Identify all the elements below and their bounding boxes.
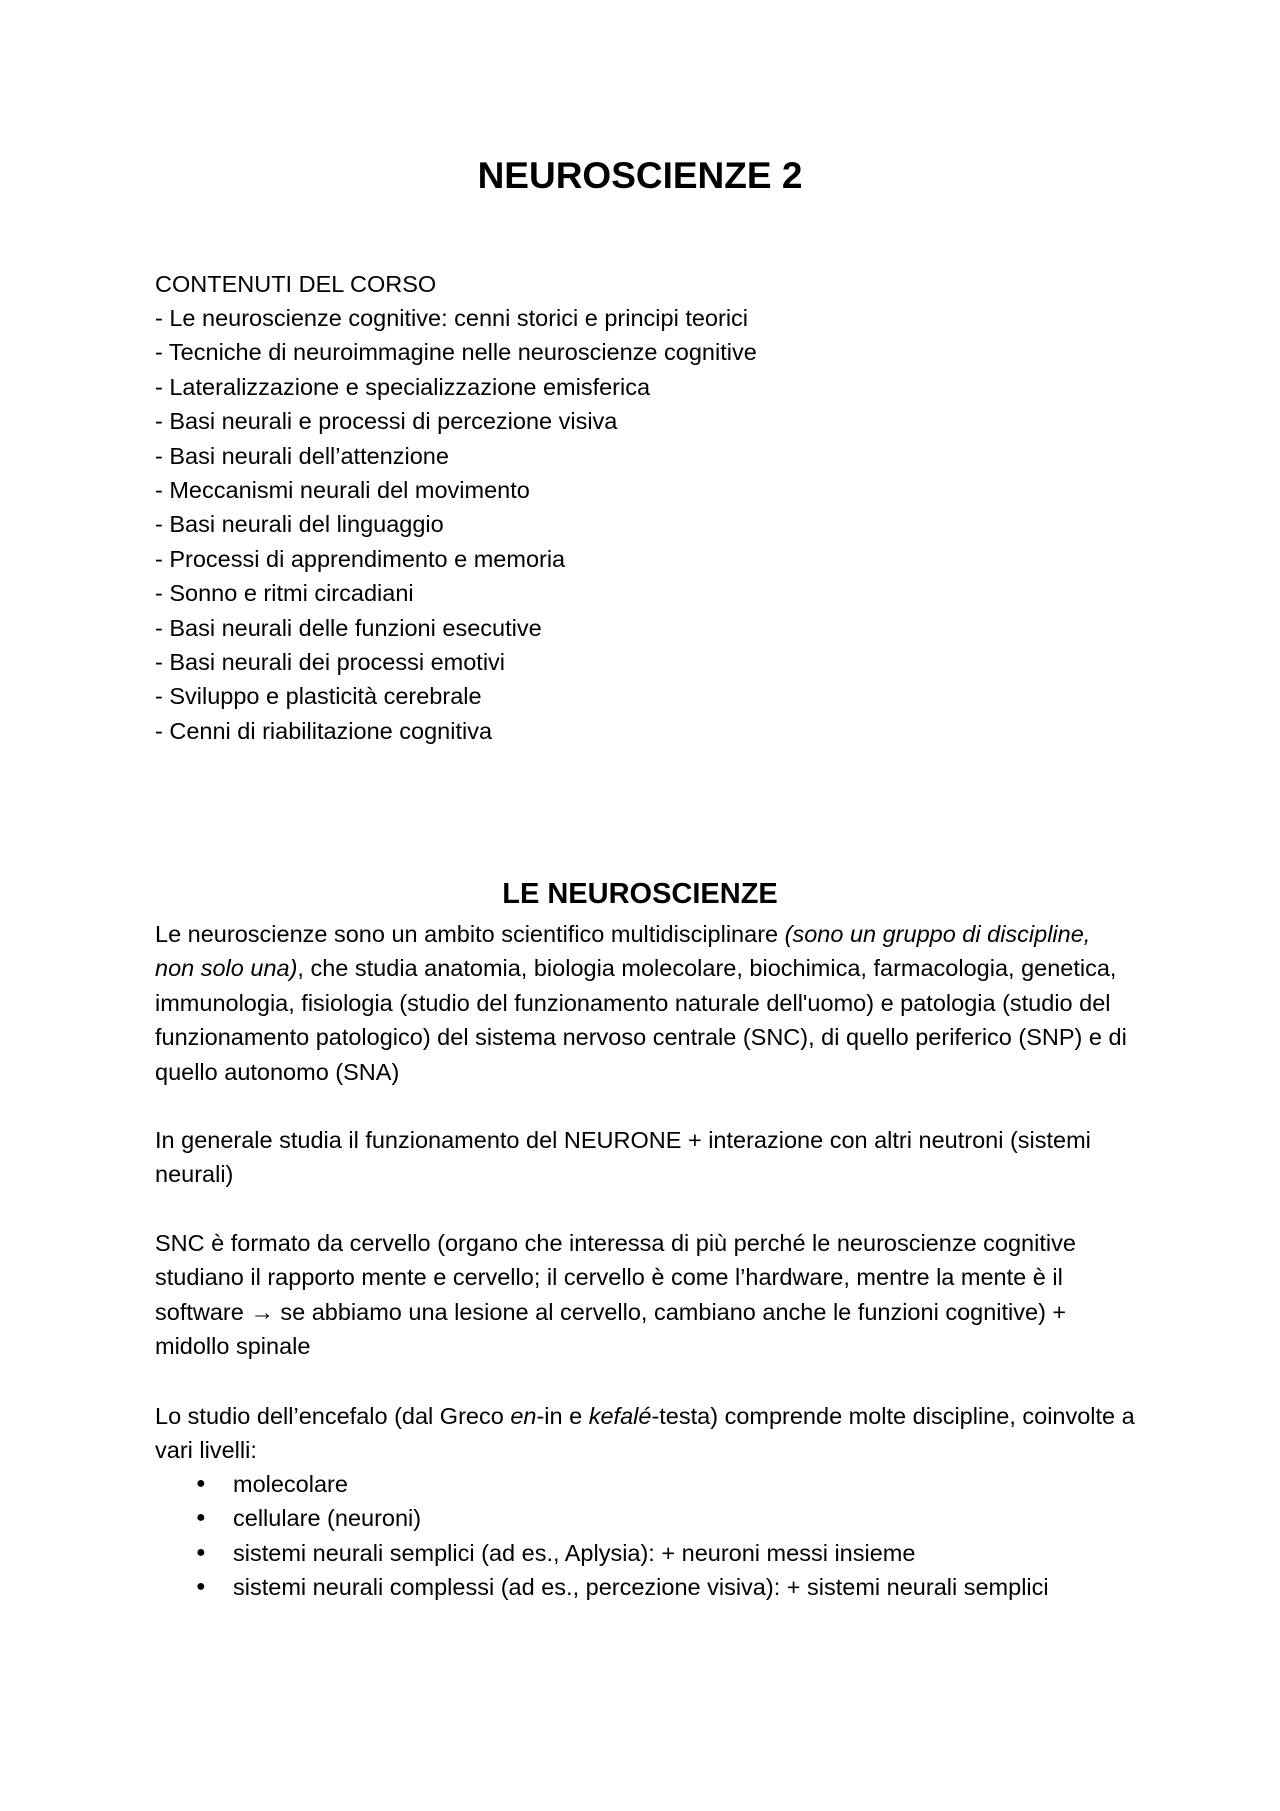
paragraph-text: -testa) comprende molte discipline, coinvolte a vari livelli: bbox=[155, 1403, 1135, 1464]
list-item: - Basi neurali del linguaggio bbox=[155, 511, 444, 538]
bullet-icon: ● bbox=[196, 1578, 206, 1596]
paragraph-encephalon bbox=[155, 1399, 1135, 1468]
paragraph-definition bbox=[155, 917, 1135, 1089]
paragraph-italic-text: (sono un gruppo di discipline, non solo una) bbox=[155, 921, 1091, 982]
list-item: - Lateralizzazione e specializzazione emisferica bbox=[155, 373, 651, 400]
list-item: - Cenni di riabilitazione cognitiva bbox=[155, 717, 493, 744]
list-item: - Tecniche di neuroimmagine nelle neuroscienze cognitive bbox=[155, 339, 757, 366]
course-contents-list bbox=[155, 301, 1135, 748]
list-item-text: sistemi neurali complessi (ad es., percezione visiva): + sistemi neurali semplici bbox=[233, 1574, 1049, 1601]
section-title: LE NEUROSCIENZE bbox=[502, 878, 778, 910]
list-item: - Processi di apprendimento e memoria bbox=[155, 545, 566, 572]
list-item: - Basi neurali dei processi emotivi bbox=[155, 649, 506, 676]
paragraph-neuron: In generale studia il funzionamento del NEURONE + interazione con altri neutroni (sistemi neurali) bbox=[155, 1127, 1091, 1188]
list-item-text: cellulare (neuroni) bbox=[233, 1505, 422, 1532]
list-item: - Basi neurali delle funzioni esecutive bbox=[155, 614, 542, 641]
list-item-text: molecolare bbox=[233, 1471, 348, 1497]
list-item bbox=[155, 1501, 1095, 1535]
bullet-icon: ● bbox=[196, 1509, 206, 1527]
paragraph-text: Lo studio dell’encefalo (dal Greco bbox=[155, 1403, 511, 1429]
document-title: NEUROSCIENZE 2 bbox=[477, 155, 803, 196]
list-item bbox=[155, 1536, 1095, 1570]
list-item: - Basi neurali dell’attenzione bbox=[155, 442, 449, 469]
list-item-text: sistemi neurali semplici (ad es., Aplysia): + neuroni messi insieme bbox=[233, 1539, 916, 1566]
paragraph-italic-text: en bbox=[510, 1403, 537, 1429]
list-item: - Sviluppo e plasticità cerebrale bbox=[155, 683, 482, 710]
bullet-icon: ● bbox=[196, 1475, 206, 1492]
course-contents-heading: CONTENUTI DEL CORSO bbox=[155, 271, 437, 297]
bullet-icon: ● bbox=[196, 1543, 206, 1561]
paragraph-snc: SNC è formato da cervello (organo che interessa di più perché le neuroscienze cognitive studiano il rapporto mente e cervello; il cervello è come l’hardware, mentre la mente è il software → se abbiamo una lesione al cervello, cambiano anche le funzioni cognitive) + midollo spinale bbox=[155, 1230, 1076, 1360]
list-item bbox=[155, 1570, 1095, 1604]
list-item: - Meccanismi neurali del movimento bbox=[155, 477, 530, 504]
paragraph-italic-text: kefalé bbox=[588, 1403, 652, 1429]
list-item: - Le neuroscienze cognitive: cenni storici e principi teorici bbox=[155, 305, 749, 331]
list-item: - Basi neurali e processi di percezione visiva bbox=[155, 408, 618, 435]
paragraph-text: Le neuroscienze sono un ambito scientifico multidisciplinare bbox=[155, 921, 785, 947]
list-item: - Sonno e ritmi circadiani bbox=[155, 580, 414, 607]
paragraph-text: -in e bbox=[536, 1403, 589, 1429]
levels-bullet-list bbox=[155, 1467, 1095, 1605]
list-item bbox=[155, 1467, 1095, 1501]
paragraph-text: , che studia anatomia, biologia molecolare, biochimica, farmacologia, genetica, immunologia, fisiologia (studio del funzionamento naturale dell'uomo) e patologia (studio del funzionamento patologico) del sistema nervoso centrale (SNC), di quello periferico (SNP) e di quello autonomo (SNA) bbox=[155, 955, 1127, 1085]
